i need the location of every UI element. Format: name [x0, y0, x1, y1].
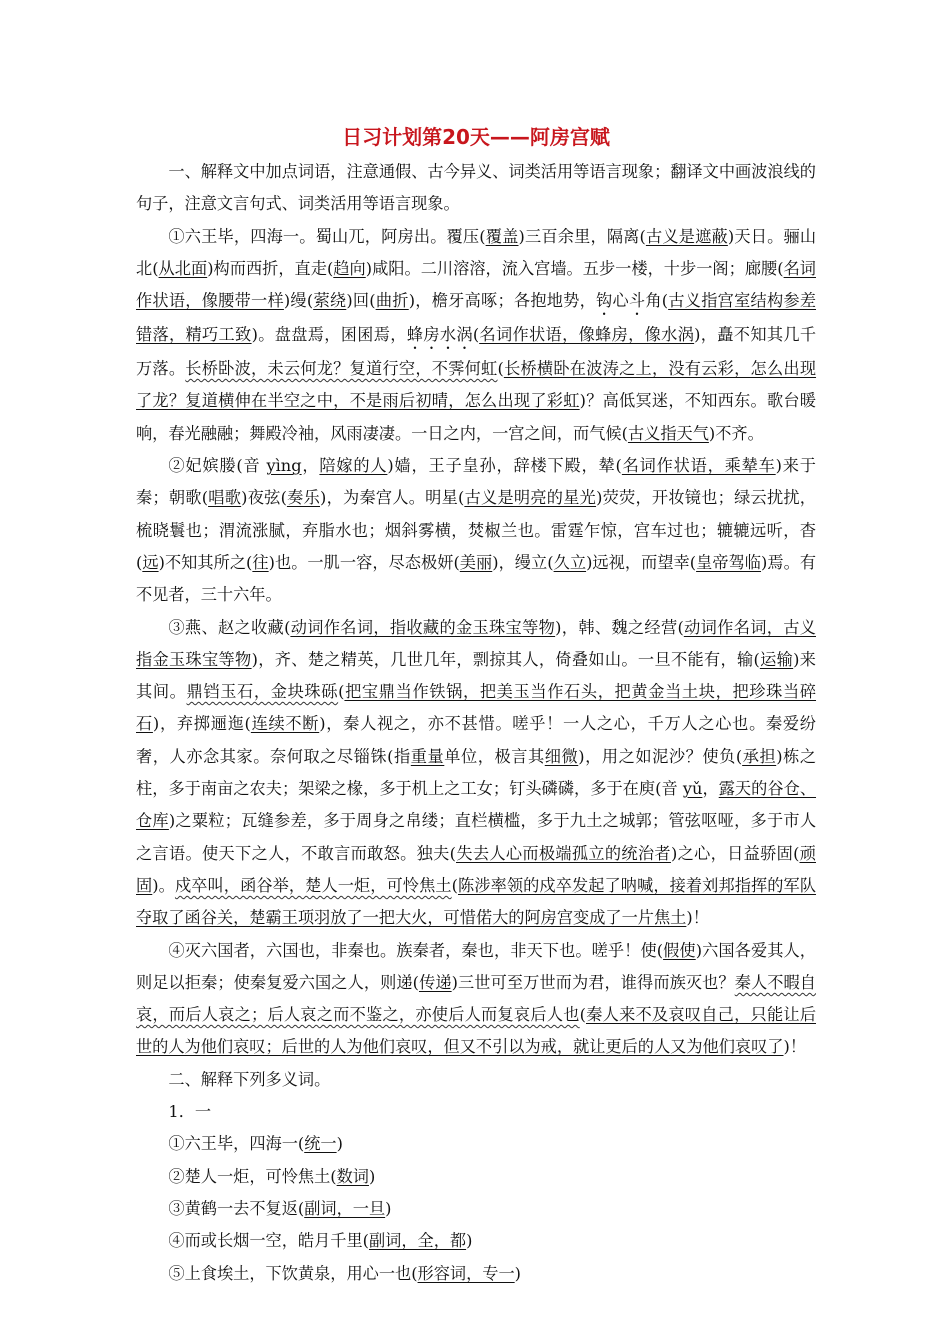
- document-title: 日习计划第20天——阿房宫赋: [342, 125, 610, 149]
- paragraph-1: ①六王毕，四海一。蜀山兀，阿房出。覆压(覆盖)三百余里，隔离(古义是遮蔽)天日。骊山北(从北面)构而西折，直走(趋向)咸阳。二川溶溶，流入宫墙。五步一楼，十步一阁；廊腰(名词作状语，像腰带一样)缦(萦绕)回(曲折)，檐牙高啄；各抱地势，钩心斗角(古义指宫室结构参差错落，精巧工致)。盘盘焉，囷囷焉，蜂房水涡(名词作状语，像蜂房，像水涡)，矗不知其几千万落。长桥卧波，未云何龙？复道行空，不霁何虹(长桥横卧在波涛之上，没有云彩，怎么出现了龙？复道横伸在半空之中，不是雨后初晴，怎么出现了彩虹)？高低冥迷，不知西东。歌台暖响，春光融融；舞殿冷袖，风雨凄凄。一日之内，一宫之间，而气候(古义指天气)不齐。: [136, 226, 817, 443]
- list-item: ④而或长烟一空，皓月千里(副词，全，都): [168, 1231, 473, 1251]
- section-2-heading: 二、解释下列多义词。: [168, 1069, 331, 1089]
- polysemy-word: 1．一: [168, 1102, 212, 1122]
- paragraph-3: ③燕、赵之收藏(动词作名词，指收藏的金玉珠宝等物)，韩、魏之经营(动词作名词，古义指金玉珠宝等物)，齐、楚之精英，几世几年，剽掠其人，倚叠如山。一旦不能有，输(运输)来其间。鼎铛玉石，金块珠砾(把宝鼎当作铁锅，把美玉当作石头，把黄金当土块，把珍珠当碎石)，弃掷逦迤(连续不断)，秦人视之，亦不甚惜。嗟乎！一人之心，千万人之心也。秦爱纷奢，人亦念其家。奈何取之尽锱铢(指重量单位，极言其细微)，用之如泥沙？使负(承担)栋之柱，多于南亩之农夫；架梁之椽，多于机上之工女；钉头磷磷，多于在庾(音 yǔ，露天的谷仓、仓库)之粟粒；瓦缝参差，多于周身之帛缕；直栏横槛，多于九土之城郭；管弦呕哑，多于市人之言语。使天下之人，不敢言而敢怒。独夫(失去人心而极端孤立的统治者)之心，日益骄固(顽固)。戍卒叫，函谷举，楚人一炬，可怜焦土(陈涉率领的戍卒发起了呐喊，接着刘邦指挥的军队夺取了函谷关，楚霸王项羽放了一把大火，可惜偌大的阿房宫变成了一片焦土)！: [136, 617, 817, 928]
- list-item: ③黄鹤一去不复返(副词，一旦): [168, 1198, 392, 1218]
- list-item: ②楚人一炬，可怜焦土(数词): [168, 1166, 376, 1186]
- section-1-instructions: 一、解释文中加点词语，注意通假、古今异义、词类活用等语言现象；翻译文中画波浪线的句子，注意文言句式、词类活用等语言现象。: [136, 162, 816, 214]
- document-page: [136, 120, 816, 1290]
- wavy-sentence: 戍卒叫，函谷举，楚人一炬，可怜焦土: [174, 875, 452, 895]
- wavy-sentence: 长桥卧波，未云何龙？复道行空，不霁何虹: [185, 359, 498, 379]
- paragraph-2: ②妃嫔媵(音 yìng，陪嫁的人)嫱，王子皇孙，辞楼下殿，辇(名词作状语，乘辇车)来于秦；朝歌(唱歌)夜弦(奏乐)，为秦宫人。明星(古义是明亮的星光)荧荧，开妆镜也；绿云扰扰，梳晓鬟也；渭流涨腻，弃脂水也；烟斜雾横，焚椒兰也。雷霆乍惊，宫车过也；辘辘远听，杳(远)不知其所之(往)也。一肌一容，尽态极妍(美丽)，缦立(久立)远视，而望幸(皇帝驾临)焉。有不见者，三十六年。: [136, 456, 817, 605]
- wavy-sentence: 秦人不暇自哀，而后人哀之；后人哀之而不鉴之，亦使后人而复哀后人也: [136, 972, 816, 1025]
- list-item: ①六王毕，四海一(统一): [168, 1134, 343, 1154]
- list-item: ⑤上食埃土，下饮黄泉，用心一也(形容词，专一): [168, 1263, 521, 1283]
- wavy-sentence: 鼎铛玉石，金块珠砾: [186, 682, 339, 702]
- paragraph-4: ④灭六国者，六国也，非秦也。族秦者，秦也，非天下也。嗟乎！使(假使)六国各爱其人，则足以拒秦；使秦复爱六国之人，则递(传递)三世可至万世而为君，谁得而族灭也？秦人不暇自哀，而后人哀之；后人哀之而不鉴之，亦使后人而复哀后人也(秦人来不及哀叹自己，只能让后世的人为他们哀叹；后世的人为他们哀叹，但又不引以为戒，就让更后的人又为他们哀叹了)！: [136, 940, 817, 1057]
